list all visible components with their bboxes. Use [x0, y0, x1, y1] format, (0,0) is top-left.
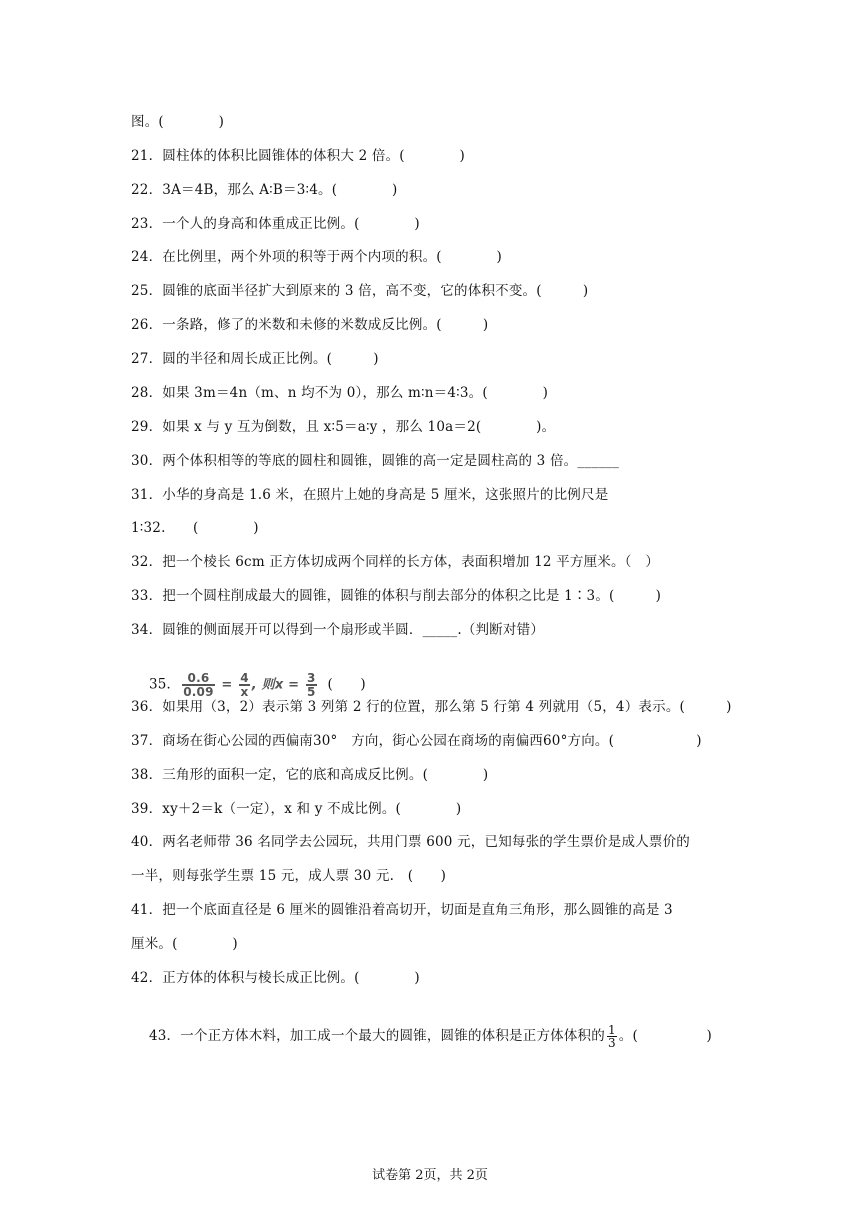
fraction-numerator: 1 [607, 1023, 616, 1037]
question-35-number: 35． [148, 676, 181, 693]
question-37: 37．商场在街心公园的西偏南30° 方向，街心公园在商场的南偏西60°方向。( ) [131, 733, 702, 749]
question-26: 26．一条路，修了的米数和未修的米数成反比例。( ) [131, 317, 489, 333]
fraction-denominator: x [240, 685, 249, 699]
fraction-1-over-3 [607, 1024, 617, 1049]
question-24: 24．在比例里，两个外项的积等于两个内项的积。( ) [131, 249, 503, 265]
fraction-numerator: 0.6 [182, 672, 214, 686]
question-22: 22．3A＝4B，那么 A∶B＝3∶4。( ) [131, 182, 398, 198]
question-41-line-1: 41．把一个底面直径是 6 厘米的圆锥沿着高切开，切面是直角三角形，那么圆锥的高是 3 [131, 902, 673, 918]
fraction-3-over-5 [306, 672, 317, 698]
question-32: 32．把一个棱长 6cm 正方体切成两个同样的长方体，表面积增加 12 平方厘米。（ ） [131, 554, 660, 570]
fraction-4-over-x [239, 672, 250, 698]
fraction-numerator: 4 [240, 671, 249, 685]
answer-blank: ( ) [318, 676, 366, 693]
equals-sign: = [216, 677, 238, 693]
fraction-numerator: 3 [306, 671, 316, 685]
question-40-line-1: 40．两名老师带 36 名同学去公园玩，共用门票 600 元，已知每张的学生票价是成人票价的 [131, 834, 690, 850]
fraction-denominator: 3 [607, 1036, 616, 1050]
question-25: 25．圆锥的底面半径扩大到原来的 3 倍，高不变，它的体积不变。( ) [131, 283, 589, 299]
fraction-denominator: 5 [306, 685, 316, 699]
then-x-equals: , 则x = [251, 677, 304, 693]
question-21: 21．圆柱体的体积比圆锥体的体积大 2 倍。( ) [131, 148, 465, 164]
question-31-line-1: 31．小华的身高是 1.6 米，在照片上她的身高是 5 厘米，这张照片的比例尺是 [131, 487, 609, 503]
fraction-denominator: 0.09 [183, 685, 214, 699]
line-20-continuation: 图。( ) [131, 114, 225, 130]
question-38: 38．三角形的面积一定，它的底和高成反比例。( ) [131, 767, 489, 783]
question-23: 23．一个人的身高和体重成正比例。( ) [131, 216, 420, 232]
question-31-line-2: 1∶32. ( ) [131, 520, 259, 536]
question-41-line-2: 厘米。( ) [131, 936, 238, 952]
question-43-blank: 。( ) [618, 1028, 712, 1044]
page-footer: 试卷第 2页，共 2页 [372, 1168, 488, 1183]
question-42: 42．正方体的体积与棱长成正比例。( ) [131, 970, 420, 986]
question-27: 27．圆的半径和周长成正比例。( ) [131, 351, 379, 367]
question-36: 36．如果用（3，2）表示第 3 列第 2 行的位置，那么第 5 行第 4 列就用（5，4）表示。( ) [131, 699, 732, 715]
question-34: 34．圆锥的侧面展开可以得到一个扇形或半圆．_____.（判断对错） [131, 622, 545, 638]
question-28: 28．如果 3m＝4n（m、n 均不为 0），那么 m∶n＝4∶3。( ) [131, 385, 549, 401]
question-43-text: 43．一个正方体木料，加工成一个最大的圆锥，圆锥的体积是正方体体积的 [148, 1028, 605, 1044]
question-40-line-2: 一半，则每张学生票 15 元，成人票 30 元. ( ) [131, 868, 447, 884]
fraction-0.6-over-0.09 [182, 672, 214, 698]
question-39: 39．xy＋2＝k（一定），x 和 y 不成比例。( ) [131, 801, 462, 817]
question-29: 29．如果 x 与 y 互为倒数，且 x∶5＝a∶y ，那么 10a＝2( )。 [131, 419, 556, 435]
question-33: 33．把一个圆柱削成最大的圆锥，圆锥的体积与削去部分的体积之比是 1∶3。( ) [131, 588, 662, 604]
question-30: 30．两个体积相等的等底的圆柱和圆锥，圆锥的高一定是圆柱高的 3 倍。______ [131, 453, 620, 469]
question-43 [131, 1004, 712, 1069]
equation-image [180, 672, 318, 698]
